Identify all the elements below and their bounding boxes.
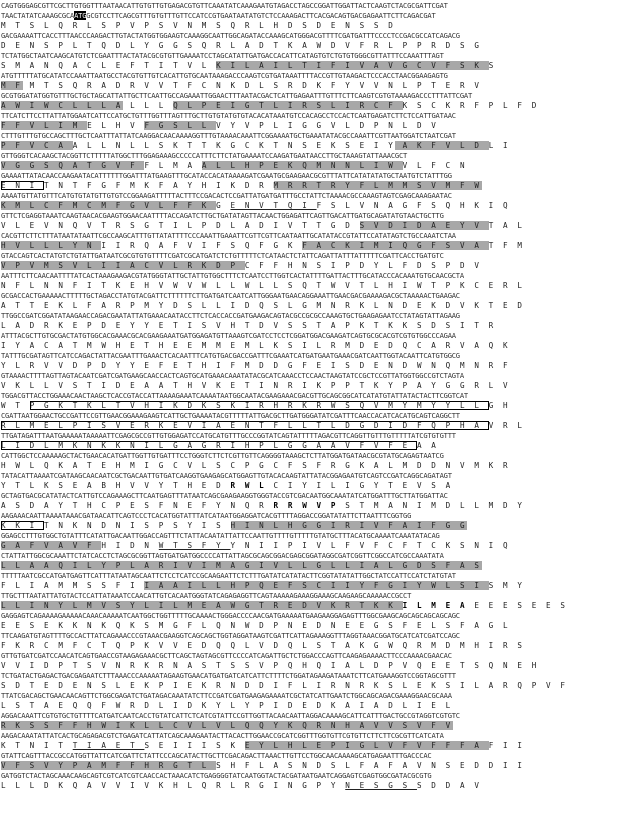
sequence-segment: TTATCGACAGCTGAACAACAGTTCTGGCGAGATCTGATAGACAAATATCTTCCGATCGATGAAGAGAAAATCGCTATCATTGAATCTGGCAGCAGACGAAAGGAACGCAAA	[1, 691, 452, 700]
sequence-segment: TATACATTAAAATCGATAAGCAACAATCGCTGACAATTGTGATCAAGGTGAAGAGCATGGAGTTGTACACAAGTATTATACGGAGAATGTCAGTCCGATCAGGCAGATAGT	[1, 471, 452, 480]
amino-acid-row	[1, 501, 627, 511]
nucleotide-row	[1, 491, 627, 501]
sequence-segment: V K L L V S T I D E A A T H V K E T I N R I K P P T K Y P A Y G G R L V	[1, 381, 511, 390]
sequence-segment: F I I	[488, 741, 525, 750]
amino-acid-row	[1, 601, 627, 611]
nucleotide-row	[1, 631, 627, 641]
sequence-segment: Y L R V V D P D Y Y E F E T H I F M D D G F E I S D E N D W N Q M N R F	[1, 361, 511, 370]
amino-acid-row	[1, 81, 627, 91]
highlighted-segment: Q L P E I G T L I R S L I R C F	[173, 101, 403, 110]
sequence-segment: S M A N Q A C L E F T I T V L	[1, 61, 217, 70]
sequence-segment: GAGGAGTCAGAAAAGAAAAACAAACAAAAATCAATGGCTGGTTTTTGCAAAACTGGGACCCCAACGATGAAAAATGAAGAAGGAGAGTTTGGCGAAGCAGCAGCAGCAGCAGC	[1, 611, 460, 620]
sequence-segment: CAGTGGGAGCGTTCGCTTGTGGTTTAATAACATTGTGTTGTGAGACGTGTTCAAATATCAAAGAATGTAGACCTAGCCGGATTGGATTACTCAAGTCTACGCGATTCGAT	[1, 1, 448, 10]
highlighted-segment: V P V M S V L I I A C V L R K D P	[1, 261, 245, 270]
sequence-segment: GTATTCAGTTTACCGCCATGGTTATTCATCGATTCTATTCCCAGCATACTTGCTTCGACAGACTTAAACTTGTTCCTGGCAACAAAAGCATGAGAATTTGACCCAC	[1, 751, 432, 760]
amino-acid-row	[1, 221, 627, 231]
amino-acid-row	[1, 521, 627, 531]
nucleotide-row	[1, 171, 627, 181]
nucleotide-row	[1, 571, 627, 581]
sequence-segment: GTTGGGTCACAAGCTACGGTTCTTTTTATGGCTTTGGAGAAAGCCCCCATTTCTTCTATGAAAATCCAAGATGAATAACCTTGCTAAAGTATTAAACGCT	[1, 151, 408, 160]
sequence-segment: F K R C M F C T Q P K V V E D Q Q L V D Q L S T A K G W Q R M D M H I R S	[1, 641, 525, 650]
sequence-segment: I I R Q A F V I F S Q F G K	[101, 241, 303, 250]
amino-acid-row	[1, 321, 627, 331]
amino-acid-row	[1, 121, 627, 131]
amino-acid-row	[1, 721, 627, 731]
sequence-segment: N F L N N F I T K E H V W V W L L W L L S Q T W V T L H I W T P K C E R L	[1, 281, 525, 290]
amino-acid-row	[1, 241, 627, 251]
sequence-segment: C F F H N S I P D Y L F D S P D V	[244, 261, 482, 270]
highlighted-segment: R R W V P	[273, 501, 346, 510]
sequence-segment: TTCAAGATGTAGTTTTGCCACTTATCAGAAACCCGTAAACGAAGGTCAGCAGCTGGTAGGATAAGTCGATTCATTAGAAAGGTTTAGGTAAACGGATGCATCATCGATCCAGC	[1, 631, 460, 640]
highlighted-segment: V F S V Y P A M F F H R G T L	[1, 761, 217, 770]
nucleotide-row	[1, 251, 627, 261]
sequence-segment: AATTTCTTCAACAATTTTATCACTAAAGAAGACGTATGGGTATTGCTATTGTGGCTTTCTCAATCCTTGGTCACTATTTTGATTACTTTGCATACCCACAAATGTGCAACGCTA	[1, 271, 464, 280]
sequence-segment: ATGTTTTTATGCATATCCAAATTAATGCCTACGTGTTGTCACATTGTGCAATAAAGACCCAAGTCGTGATAAATTTTACCGTTGTAAGACTCCCACCTAACGGAAGAGTG	[1, 71, 448, 80]
amino-acid-row	[1, 461, 627, 471]
highlighted-segment: R L M E L P I S V E R K E V I A E N T F L L T L D G D I D F Q P H A	[1, 421, 489, 430]
highlighted-segment: I L M E A	[402, 601, 475, 610]
highlighted-segment: K M L C F M C M F G V L F F K	[1, 201, 217, 210]
sequence-segment: K T N I T	[1, 741, 73, 750]
highlighted-segment: V G G S Q A T G V F	[1, 161, 145, 170]
sequence-segment: D E N S P L T Q D L Y G G S Q R L A D T K A W D V F R L P P R D S G	[1, 41, 482, 50]
highlighted-segment: E Y L H L E P I G L V F V F F F A	[244, 741, 489, 750]
sequence-segment: T F M	[488, 241, 525, 250]
sequence-segment: TTGATAGATTTAATGAAAAATAAAAATTCGAGCGCCGTTGTGGAGATCCATGCATGTTTGCCCGGTATCAGTATTTTTAGACGTTCAGGTTGTTTGTTTTTATCGTGTGTTT	[1, 431, 456, 440]
nucleotide-row	[1, 91, 627, 101]
sequence-segment: V L E V N Q V T R S G T I L P D L A D I V T T G D	[1, 221, 360, 230]
nucleotide-row	[1, 511, 627, 521]
nucleotide-row	[1, 331, 627, 341]
amino-acid-row	[1, 401, 627, 411]
sequence-segment: H W L Q K A T E H M I G C V L S C P G C F S F R G K A L M D D N V M K R	[1, 461, 511, 470]
nucleotide-row	[1, 191, 627, 201]
amino-acid-row	[1, 281, 627, 291]
sequence-segment: A A	[416, 441, 439, 450]
sequence-segment: GGAGCCTTTGTGGCTGTATTTCATATTGACAATTGGACCAGTTTCTATTACAATATTATTCCAATTGTTTTGTTTTTGTATGCTTTACATGCAAAATCAAATATACAG	[1, 531, 440, 540]
sequence-segment: T N T F G F M K F A Y H I K D R	[44, 181, 274, 190]
highlighted-segment: L L I N Y L M V S Y L I L M E A W G T R E D V K R T K K	[1, 601, 403, 610]
amino-acid-row	[1, 541, 627, 551]
highlighted-segment: H I N L H G G I R I V F A I F G G	[230, 521, 468, 530]
nucleotide-row	[1, 731, 627, 741]
sequence-segment: GCGTCCTTCAGCGTTTGTGTTTGTTCCATCCGTGAATAATATGTCTCCAAAGACTTCACGACAGTGACGAGAATTCTTCAGACGAT	[86, 11, 436, 20]
amino-acid-row	[1, 101, 627, 111]
amino-acid-row	[1, 681, 627, 691]
sequence-segment: TCTGATACTGAGACTGACGAGAATCTTTAAACCCAAAAATAGAAGTGAACATGATGATCATCATTCTTTTCTGGATAGAAGATAAATCTTCATGAAAGGTCCGGTAGCGTTT	[1, 671, 456, 680]
nucleotide-row	[1, 711, 627, 721]
sequence-segment: TTGGCCGATCGGATATAAGAACCAGACGAATATTATGAAACAATACCTTCTCACCACCGATGAAGACAGTACGCCGCGCCAAAGTGCTGAAGAGAATCCTATAGTATTAGAAG	[1, 311, 460, 320]
sequence-segment: GATGGTCTACTAGCAAACAAGCAGTCGTCATCGTCAACCACTAAACATCTGAGGGGTATCAATGGTACTACGATAATGAATCAGGAGTCGAGTGGCGATACGCGTG	[1, 771, 432, 780]
sequence-segment: G H	[488, 401, 511, 410]
sequence-segment: L A D R K E P D E Y Y E T I S V H T D V S S T A P K T K K S D S I T R	[1, 321, 496, 330]
sequence-segment: E E S E K K N K Q K S M G F L Q N W D P N E D N E E G S F E L S F A G L	[1, 621, 511, 630]
nucleotide-row	[1, 211, 627, 221]
amino-acid-row	[1, 201, 627, 211]
nucleotide-row	[1, 351, 627, 361]
nucleotide-row	[1, 611, 627, 621]
amino-acid-row	[1, 441, 627, 451]
nucleotide-row	[1, 311, 627, 321]
amino-acid-row	[1, 181, 627, 191]
sequence-segment: V V I D P T S V N R K R N A S T S S V P Q H Q I A L D P V Q E E T S Q N E H	[1, 661, 539, 670]
sequence-segment: GTTCTCGAGGTAAATCAAGTAACACGAAGTGGAACAATTTTACCAGATCTTGCTGATATAGTTACAACTGGAGATTCAGTTGACATTGATGCAGATATGTAACTGCTTG	[1, 211, 444, 220]
nucleotide-row	[1, 11, 627, 21]
sequence-segment: M T S L Q R L S P V P S V N M S Q R L H D S D E N S S D	[1, 21, 396, 30]
sequence-segment: V Y V P L I G G V L D P N L D V	[216, 121, 439, 130]
amino-acid-row	[1, 341, 627, 351]
sequence-segment: AGGACAAATTCGTGTGCTGTTTTCATGATCAATCACCTGTATCATTCTCATCGTATTCCGTTGGTTACAACAATTAGGACAAAAGCATTCATTTGACTGCCGTAGGTCGTGTC	[1, 711, 460, 720]
sequence-segment: CTTTGTTTGTGCCAGCTTTGCTCAATTTATTATCAAGGACAACAAAAGGTTTGTAAAACAAATTCGGAAAATGCTGAAATATACGCCAAATTCGTTAATGGATCTAATCGAT	[1, 131, 456, 140]
sequence-segment: Y N I I P I V L F V F C F T C K S N I Q	[230, 541, 511, 550]
amino-acid-row	[1, 561, 627, 571]
sequence-segment: G	[216, 201, 231, 210]
highlighted-segment: R W L	[230, 481, 267, 490]
highlighted-segment: F A C K I M I Q G F S V A	[302, 241, 489, 250]
highlighted-segment: K I L A I L T I F I V A V G C V F S K	[216, 61, 489, 70]
nucleotide-row	[1, 691, 627, 701]
highlighted-segment: A W I W C L L L A	[1, 101, 123, 110]
nucleotide-row	[1, 371, 627, 381]
sequence-segment: C I Y I L I G Y T E V S A	[266, 481, 453, 490]
amino-acid-row	[1, 21, 627, 31]
highlighted-segment: N E S G S	[345, 781, 417, 790]
sequence-segment: GTAAAACTTTTAGTTAGTACAATCGATCGATGAAGCAACCACTCAGTGCATGAAACAAATATACGCATCAAACCTCCAACTAAGTATCCGCTCCGTTATGGTGGCCGTCTAGTA	[1, 371, 464, 380]
sequence-segment: TATTTGCGATAGTTCATCCAGACTATTACGAATTTGAAACTCACAATTTCATGTGACGACCGATTTCGAAATCATGATGAATGAAACGATCAATTGGTACAATTCATGTGGCG	[1, 351, 460, 360]
amino-acid-row	[1, 301, 627, 311]
sequence-segment: L L L	[122, 101, 174, 110]
highlighted-segment: P G K T K L T V H I K D K S K I R H R K R W S Q V M Y M Y Y L L	[29, 401, 489, 410]
sequence-segment: TAACTATATCAAAGCGCA	[1, 11, 75, 20]
sequence-segment: AAGAAACAATTAAAATAAACGATAACATTCAGTCCCTCACATGGTATTTATCATAATGGAGGATCACGTTTTAGGACCGGATATATTCTTAATTTCGGTGG	[1, 511, 412, 520]
amino-acid-row	[1, 261, 627, 271]
amino-acid-row	[1, 781, 627, 791]
nucleotide-row	[1, 111, 627, 121]
sequence-segment: H I D N	[101, 541, 159, 550]
sequence-segment: V R L	[488, 421, 525, 430]
sequence-segment: S D D A V	[416, 781, 482, 790]
amino-acid-row	[1, 61, 627, 71]
highlighted-segment: P F V C A	[1, 141, 73, 150]
sequence-segment: W T	[1, 401, 30, 410]
start-codon: ATG	[74, 11, 87, 20]
highlighted-segment: I A A I L L H P Q E F S C I I Y F G I Y W L S I	[144, 581, 489, 590]
highlighted-segment: M F	[1, 81, 23, 90]
amino-acid-row	[1, 381, 627, 391]
nucleotide-row	[1, 291, 627, 301]
sequence-segment: A T T E K L F A R P M Y D S L L I D Q S L G M N R K L N D E K D V K T E D	[1, 301, 525, 310]
amino-acid-row	[1, 481, 627, 491]
amino-acid-row	[1, 741, 627, 751]
highlighted-segment: L L A A Q I L Y P L A R I V I M A G I V L L G L L I A L G D S F A S	[1, 561, 482, 570]
sequence-segment: F L M A	[144, 161, 202, 170]
nucleotide-row	[1, 391, 627, 401]
nucleotide-row	[1, 651, 627, 661]
highlighted-segment: A L L H P E K Q M N N L I W	[201, 161, 403, 170]
highlighted-segment: R K S S F F H W I K L L C V L V L Q Q Y K Q R N H A V V S V F V	[1, 721, 453, 730]
highlighted-segment: S V D I D A E Y V	[359, 221, 489, 230]
amino-acid-row	[1, 141, 627, 151]
sequence-segment: S M Y	[488, 581, 525, 590]
sequence-segment: L I	[488, 141, 511, 150]
amino-acid-row	[1, 161, 627, 171]
highlighted-segment: L I D L M K N K K N I L G A G R I H P L G G A A V F V F E	[1, 441, 417, 450]
sequence-segment: E L H V	[87, 121, 145, 130]
nucleotide-row	[1, 1, 627, 11]
sequence-segment: V L F C N	[402, 161, 468, 170]
sequence-segment: K S C K R F P L F D	[402, 101, 539, 110]
sequence-segment: S D T E D E N S L E K P I E K R N D D I F L I R N R K S L E K S I L A R Q P V F	[1, 681, 568, 690]
highlighted-segment: G A F V A V F	[1, 541, 102, 550]
nucleotide-row	[1, 231, 627, 241]
amino-acid-row	[1, 41, 627, 51]
sequence-segment: GAAAATTATACAACCAAGAATACATTTTTTGGATTTATGAAGTTTGCATACCACATAAAAGATCGAATGCGAAGAACGCGTTTATTCATATATATGCTAATGTCTATTTGG	[1, 171, 452, 180]
sequence-segment: E E E S E E S	[474, 601, 568, 610]
highlighted-segment: F G S L L	[144, 121, 217, 130]
highlighted-segment: A K F V L D	[395, 141, 489, 150]
highlighted-segment: E N V T Q I	[230, 201, 317, 210]
nucleotide-row	[1, 271, 627, 281]
nucleotide-row	[1, 71, 627, 81]
sequence-segment: A L L N L L S K T T K G C K T N S E K S E I Y	[72, 141, 396, 150]
sequence-segment: CACGTTCTTCTTTATAATATAATTCGCCAAGCATTTGTTATATTTTCCCAAATTGAAATTCGTTCGTTCAATAATTGCATATACCGTATTCCATATAGTCTGCCAAATCTAA	[1, 231, 456, 240]
sequence-segment: CTATTATTGGCGCAAATTCTATCACCTCTAGCGCGGTTAGTGATGATGGCCCCATTATTAGCGCAGCGGACGAGCGGATAGGCGATCGGTTCGGCCATCGCCAAATATA	[1, 551, 444, 560]
amino-acid-row	[1, 581, 627, 591]
nucleotide-row	[1, 751, 627, 761]
sequence-segment: TCTATGGCTAATCAAGCATGTCTCGAATTTACTATACGCGTGTTGAAAATCCTAGCATATTGATGACCACATTCATAGTGTCTGTGTGGGCGTTATTTCCAAATTTAGT	[1, 51, 444, 60]
highlighted-segment: F F V L I M	[1, 121, 88, 130]
sequence-segment: Y T L K S E A B H V V Y T H E D	[1, 481, 231, 490]
sequence-segment: F L I A M M S S F I	[1, 581, 145, 590]
sequence-segment: T A L	[488, 221, 525, 230]
nucleotide-row	[1, 431, 627, 441]
nucleotide-row	[1, 131, 627, 141]
nucleotide-row	[1, 771, 627, 781]
amino-acid-row	[1, 621, 627, 631]
sequence-segment: TTGCTTTAATATTATGTACTCCATTATAAATCCAACATTGTCACAATGGGTATCAGAGAGGTTCAGTAAAAAGAAAGGAAAGCAAGAAGCAAAAACCGCCT	[1, 591, 412, 600]
sequence-segment: TGGACGTTACCTGGAAACAACTAAGCTCACCGTACCATTAAAAGAAATCAAAATAATGGCAATACGAAGAAACGACGTTGCAGCGGCATCATATGTATTATACTACTTCGGTCAT	[1, 391, 468, 400]
amino-acid-row	[1, 701, 627, 711]
sequence-segment: S	[488, 61, 496, 70]
sequence-segment: GTACCAGTCACTATGTCTGTATTGATAATCGCGTGTGTTTTCGATCGCATGATCTCTGTTTTTCTCATAACTCTATTCAGATTATTTATTTTTCGATTCACCTGATGTC	[1, 251, 444, 260]
amino-acid-row	[1, 361, 627, 371]
highlighted-segment: K K I	[1, 521, 45, 530]
sequence-segment: CGATTAATGGAACTGCCGATTCCGTTGAACGGAAAGAAGTCATTGCTGAAAATACGTTTTTATTGACGCTTGATGGGATATCGATTTCAACCACATCACATGCAGTCAGGCTT	[1, 411, 460, 420]
sequence-segment: S E I I I S K	[144, 741, 245, 750]
sequence-segment: S H F L A S N D S L F A F A V N S E D D I I	[216, 761, 525, 770]
nucleotide-row	[1, 591, 627, 601]
sequence-segment: TTTTTAATCGCCATGATGAGTTCATTTATAATAGCAATTCTCCTCATCCGCAAGAATTCTCTTTGATATCATATACTTCGGTATATATTGGCTATCCATTCCATCTATGTAT	[1, 571, 456, 580]
nucleotide-row	[1, 551, 627, 561]
nucleotide-sequence-figure	[1, 1, 627, 791]
sequence-segment: L L L D K Q A V V I V K H L Q R L R G I N G P Y	[1, 781, 346, 790]
highlighted-segment: E N I	[1, 181, 45, 190]
amino-acid-row	[1, 661, 627, 671]
amino-acid-row	[1, 421, 627, 431]
sequence-segment: F S L V N A G F S Q H K I Q	[316, 201, 511, 210]
sequence-segment: AAGACAAATATTATCACTGCAGAGACGTCTGAGATCATTATCAGCAAAGAATACTTACACTTGGAACCGCATCGGTTTGGTGTTCGTGTTCTTCTTCGCGTTCATCATA	[1, 731, 444, 740]
highlighted-segment: T I A E T	[72, 741, 145, 750]
highlighted-segment: H V L L L Y N	[1, 241, 102, 250]
sequence-segment: AAAATGTTATGTTTCATGTGTATGTTGTGTCCGGAAGATTTTTACTTTCCGACACTCCGATTATGATGATTTGCCTATTCTAAAACGCCAAAGTAGTCGAGCAAAGAATAC	[1, 191, 452, 200]
nucleotide-row	[1, 151, 627, 161]
sequence-segment: A S D A Y T H C P E S F N E F Y N Q R	[1, 501, 274, 510]
sequence-segment: GCGACCACTGAAAAACTTTTTGCTAGACCTATGTACGATTCTTTTTTCTTGATGATCAATCATTGGGAATGAACAGGAAATTGAACGACGAAAAGACGCTAAAAACTGAAGAC	[1, 291, 460, 300]
nucleotide-row	[1, 471, 627, 481]
sequence-segment: GACGAAAATTCACCTTTAACCCAAGACTTGTACTATGGTGGAAGTCAAAGGCAATTGGCAGATACCAAAGCATGGGACGTTTTCGATGATTTCCCCTCCGACGCCATCAGACG	[1, 31, 460, 40]
sequence-segment: I Y A C A T M W H E T H E E M M E M L K S I L R M D E D Q C A R V A Q K	[1, 341, 511, 350]
sequence-segment: M T S Q R A D R V V T F C N K D L S R D K F Y V V N L P T E R V	[22, 81, 482, 90]
sequence-segment: GTTGTGATCGATCCAACATCAGTGAACCGTAAGAGAAACGCTTCAGCTAGTAGCGTTCCCCATCAGATTGCTCTGGACCCAGTTCAAGAGAAAACTTCCCAAAACGAACAC	[1, 651, 452, 660]
nucleotide-row	[1, 451, 627, 461]
sequence-segment: CATTGGCTCCAAAAAGCTACTGAACACATGATTGGTTGTGATTTCCTGGGTCTTCTCGTTGTTCAGGGGTAAAGCTCTTATGGATGATAACGCGTATGCAGAGTAATCG	[1, 451, 444, 460]
sequence-segment: ATTTACGCTTGTGCGACTATGTGGCACGAAACGCACGAAGAAATGATGGAGATGTTAAAGTCGATCCTCCTCGGATGGACGAAGATCAGTGCGCACGTCGTGTGGCCCAGAA	[1, 331, 456, 340]
nucleotide-row	[1, 671, 627, 681]
highlighted-segment: M R R T R Y F L M M S V M F W	[273, 181, 482, 190]
sequence-segment: T N K N D N I S P S Y I S	[44, 521, 231, 530]
sequence-segment: GCTAGTGACGCATATACTCATTGTCCAGAAAGCTTCAATGAGTTTATAATCAGCGAAGAAGGTGGGTACCGTCGACAATGGCAAATATCATGGATTTGCTTATGGATTAC	[1, 491, 448, 500]
highlighted-segment: W T S F Y	[158, 541, 231, 550]
sequence-segment: L S T A E Q Q F W R D L I D K Y L Y P I D E D K A I A D L I E L	[1, 701, 453, 710]
nucleotide-row	[1, 31, 627, 41]
sequence-segment: S T M A N I M D L L M D Y	[345, 501, 525, 510]
sequence-segment: TTCATCTTCCTTATTATGGAATCATTCCATGCTGTTTGGTTTAGTTTGCTTGTGTATGTGTACACATAAATGTCCACAGCCTCCACTCAATGAGATCTTCTCCATTGATAAC	[1, 111, 456, 120]
nucleotide-row	[1, 531, 627, 541]
nucleotide-row	[1, 411, 627, 421]
nucleotide-row	[1, 51, 627, 61]
sequence-segment: GCGTGGATATGGTGTTTGCTGCTAGCATTATTGCTTCAATTGCCAGAAATTGGAACTTTAATACGACTCATTGAGAATTTGTTTCTTCAAGTCGTGTAAAAGACCCTTTATTCGAT	[1, 91, 473, 100]
amino-acid-row	[1, 761, 627, 771]
amino-acid-row	[1, 641, 627, 651]
